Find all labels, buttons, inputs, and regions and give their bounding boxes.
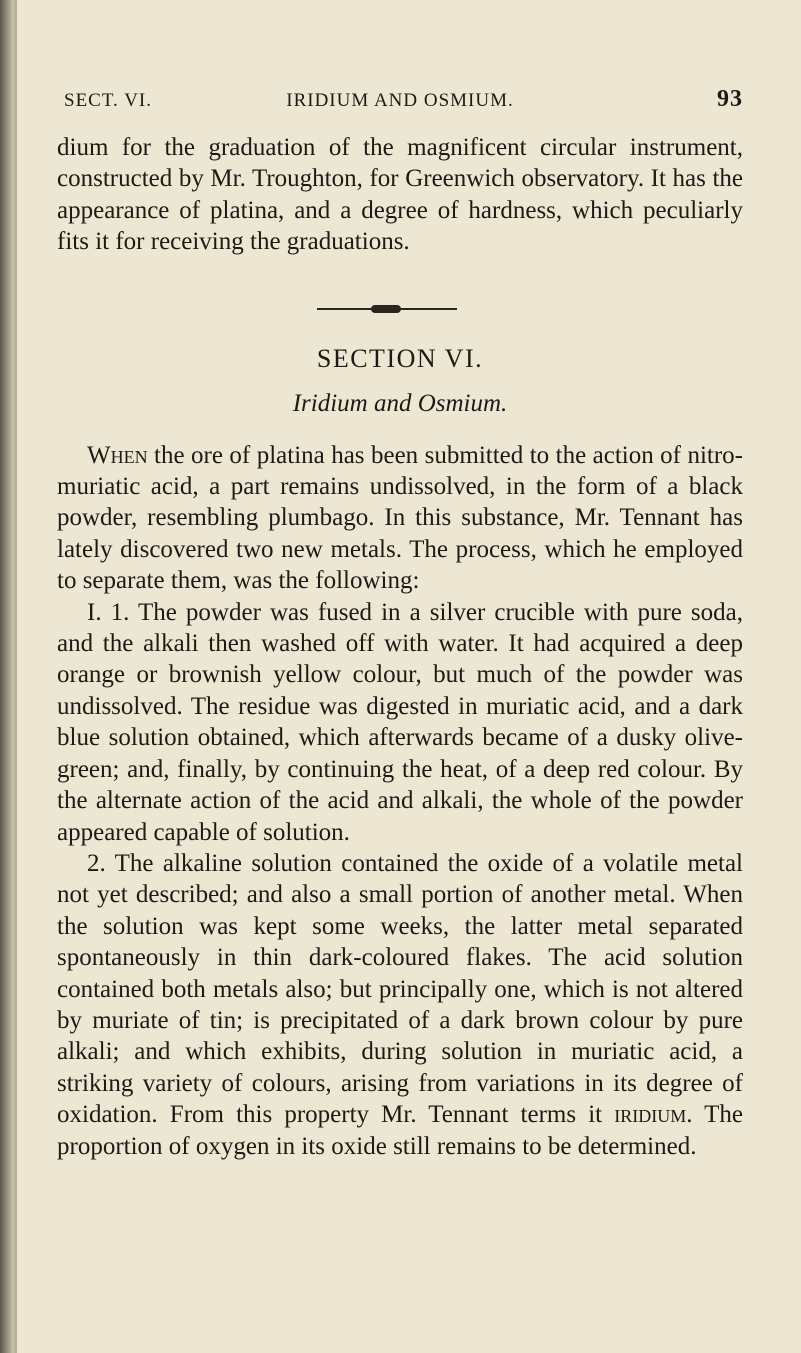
section-divider — [57, 284, 743, 334]
page-number: 93 — [717, 86, 743, 112]
numbered-paragraph-2 — [57, 848, 743, 1162]
continuation-paragraph: dium for the graduation of the magnificent circular instrument, constructed by Mr. Troughton, for Greenwich observatory. It has the appearance of platina, and a degree of hardness, which peculiarly fits it for receiving the graduations. — [57, 134, 743, 256]
running-head — [57, 86, 743, 116]
book-gutter-edge — [14, 0, 17, 1353]
section-title: SECTION VI. — [316, 343, 484, 373]
section-subtitle: Iridium and Osmium. — [292, 389, 508, 417]
intro-lead-word: When — [87, 441, 148, 469]
iridium-term: iridium. — [614, 1101, 693, 1129]
running-head-section: SECT. VI. — [64, 90, 152, 111]
divider-ornament — [371, 305, 401, 313]
numbered-paragraph-1: I. 1. The powder was fused in a silver crucible with pure soda, and the alkali then washed off with water. It had acquired a deep orange or brownish yellow colour, but much of the powder was undissolved. The residue was digested in muriatic acid, and a dark blue solution obtained, which afterwards became of a dusky olive-green; and, finally, by continuing the heat, of a deep red colour. By the alternate action of the acid and alkali, the whole of the powder appeared capable of solution. — [57, 598, 743, 846]
book-spine-shadow — [0, 0, 14, 1353]
paragraph-2-text: 2. The alkaline solution contained the oxide of a volatile metal not yet described; and also a small portion of another metal. When the solution was kept some weeks, the latter metal separated spontaneously in thin dark-coloured flakes. The acid solution contained both metals also; but principally one, which is not altered by muriate of tin; is precipitated of a dark brown colour by pure alkali; and which exhibits, during solution in muriatic acid, a striking variety of colours, arising from variations in its degree of oxidation. From this property Mr. Tennant terms it — [57, 849, 743, 1129]
intro-paragraph — [57, 440, 743, 597]
book-page — [57, 86, 743, 1162]
paragraph-2-tail: The proportion of oxygen in its oxide still remains to be determined. — [57, 1101, 743, 1160]
running-head-title: IRIDIUM AND OSMIUM. — [286, 90, 514, 111]
intro-text: the ore of platina has been submitted to the action of nitro-muriatic acid, a part remains undissolved, in the form of a black powder, resembling plumbago. In this substance, Mr. Tennant has lately discovered two new metals. The process, which he employed to separate them, was the following: — [57, 441, 743, 595]
